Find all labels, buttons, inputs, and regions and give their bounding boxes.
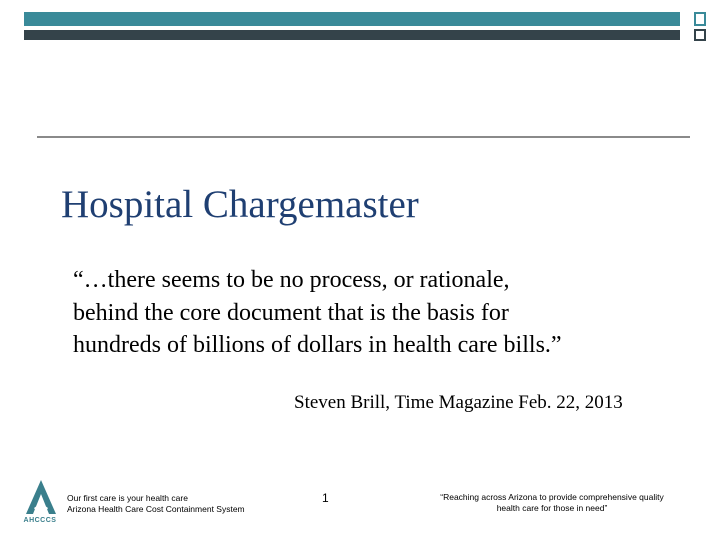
header-band-top — [24, 12, 680, 26]
quote-line-3: hundreds of billions of dollars in health care bills.” — [73, 332, 562, 358]
page-number: 1 — [322, 491, 329, 505]
footer-mission-line-1: “Reaching across Arizona to provide comprehensive quality — [440, 492, 664, 502]
title-divider — [37, 136, 690, 138]
quote-attribution: Steven Brill, Time Magazine Feb. 22, 2013 — [294, 392, 623, 413]
quote-line-2: behind the core document that is the basis for — [73, 299, 509, 326]
footer-organization: Arizona Health Care Cost Containment System — [67, 504, 245, 514]
logo-text: AHCCCS — [23, 517, 57, 524]
quote-line-1: “…there seems to be no process, or rationale, — [73, 267, 510, 293]
footer-right — [412, 492, 692, 514]
footer-mission-line-2: health care for those in need” — [496, 503, 608, 513]
header-corner-box-bottom — [694, 29, 706, 41]
header-corner-box-top — [694, 12, 706, 26]
quote-block — [73, 264, 693, 362]
footer-tagline: Our first care is your health care — [67, 493, 188, 503]
footer-left — [67, 493, 245, 515]
slide-title: Hospital Chargemaster — [61, 183, 419, 226]
header-band-bottom — [24, 30, 680, 40]
